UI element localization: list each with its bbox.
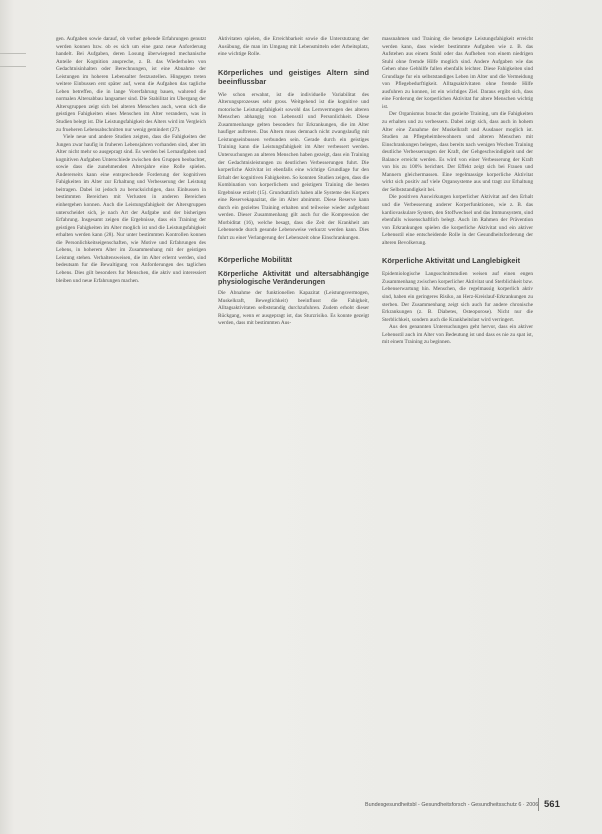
footer-divider xyxy=(538,798,539,811)
paragraph: gen. Aufgaben sowie darauf, ob vorher gehende Erfahrungen genutzt werden konnen bzw. ob es sich um eine ganz neue Anforderung handelt. Bei Aufgaben, deren Losung überwiegend mechanische Anteile der Kognition anspreche, z. B. das Wiederholen von Gedachtnisinhalten oder Berechnungen, ist eine Abnahme der Leistungen im hoheren Lebensalter festzustellen. Hingegen treten weitere Einbussen erst später auf, wenn die Aufgaben das tagliche Leben betreffen, die in lange Vorerfahrung bauen, wahrend die normalen Altersabbau langsamer sind. Die Stabilitat im Ubergang der Altersgruppen zeigt sich bei alteren Menschen auch, wenn sich die geistigen Fahigkeiten eines Menschen im Alter verandern, was in Studien belegt ist. Die Leistungsfahigkeit des Alters wird im Vergleich zu frueheren Lebensabschnitten nur wenig gemindert (27). xyxy=(56,36,206,133)
section-heading: Körperliche Mobilität xyxy=(218,254,292,264)
scan-edge-mark xyxy=(0,66,26,67)
paragraph: Viele neue und andere Studien zeigten, dass die Fahigkeiten der Jungen zwar haufig in fruheren Lebensjahren vorhanden sind, aber im Alter nicht mehr so ausgepragt sind. Es werden bei Lernaufgaben und kognitiven Aufgaben Unterschiede zwischen den Gruppen beobachtet, sowie dass die zunehmenden Altersjahre eine Rolle spielen. Andererseits kann eine entsprechende Forderung der kognitiven Fahigkeiten im Alter zur Erhaltung und Verbesserung der Leistung beitragen. Dabei ist jedoch zu berucksichtigen, dass Einbussen in bestimmten Bereichen mit Verlusten in anderen Bereichen einhergehen konnen. Auch die Leistungsfahigkeit der Altersgruppen unterscheidet sich, je nach Art der Aufgabe und der bisherigen Erfahrung. Insgesamt zeigen die Ergebnisse, dass ein Training der geistigen Fahigkeiten im Alter moglich ist und die Leistungsfahigkeit erhalten werden kann (28). Nur unter bestimmten Kontrollen konnen die Personlichkeitseigenschaften, wie Motive und Erfahrungen des Lebens, in hoherem Alter im Zusammenhang mit der geistigen Leistung stehen. Verhaltensweisen, die im Alter erlernt werden, sind bedeutsam fur die Bewaltigung von Anforderungen des taglichen Lebens. Dies gilt besonders fur Menschen, die aktiv und interessiert bleiben und neue Erfahrungen machen. xyxy=(56,134,206,284)
paragraph: Aktivitaten spielen, die Erreichbarkeit sowie die Unterstutzung der Ausübung, die man im Umgang mit Lebensmitteln oder Arbeitsplatz, eine wichtige Rolle. xyxy=(218,36,369,58)
scan-edge-mark xyxy=(0,53,26,54)
paragraph: massnahmen und Training die benotigte Leistungsfahigkeit erreicht werden kann, dass wieder bestimmte Aufgaben wie z. B. das Aufstehen aus einem Stuhl oder das Aufheben von einem niedrigen Stuhl ohne fremde Hilfe moglich sind. Andere Aufgaben wie das Gehen ohne Gehhilfe fallen ebenfalls leichter. Diese Fahigkeiten sind Grundlage fur ein selbststandiges Leben im Alter und die Vermeidung von Pflegebedurftigkeit. Alltagsaktivitaten ohne fremde Hilfe ausfuhren zu konnen, ist ein wichtiges Ziel. Daraus ergibt sich, dass eine Forderung der korperlichen Aktivitat fur altere Menschen wichtig ist. xyxy=(382,36,533,110)
paragraph: Wie schon erwahnt, ist die individuelle Variabilitat des Alterungsprozesses sehr gross. Weitgehend ist die kognitive und motorische Leistungsfahigkeit sowohl das Lernvermogen des alteren Menschen abhangig von Lebensstil und Personlichkeit. Diese Zusammenhange gelten besonders fur Erkrankungen, die im Alter haufiger auftreten. Das Altern muss demnach nicht zwangslaufig mit Leistungseinbussen verbunden sein. Gerade durch ein geistiges Training kann die Leistungsfahigkeit im Alter verbessert werden. Untersuchungen an alteren Menschen haben gezeigt, dass ein Training der Gedachtnisleistungen zu deutlichen Verbesserungen fuhrt. Die korperliche Aktivitat ist ebenfalls eine wichtige Grundlage fur den Erhalt der kognitiven Fahigkeiten. So konnten Studien zeigen, dass die Kombination von korperlichem und geistigem Training die besten Ergebnisse erzielt (15). Grundsatzlich haben alle Systeme des Korpers eine Reservekapazitat, die im Alter abnimmt. Diese Reserve kann durch ein gezieltes Training erhalten und teilweise wieder aufgebaut werden. Dieser Zusammenhang gilt auch fur die Kompression der Morbiditat (16), welche besagt, dass die Zeit der Krankheit am Lebensende durch gesunde Lebensweise verkurzt werden kann. Dies fuhrt zu einer Verlangerung der Lebenszeit ohne Einschrankungen. xyxy=(218,91,369,242)
paragraph: Epidemiologische Langsschnittstudien weisen auf einen engen Zusammenhang zwischen korperlicher Aktivitat und Sterblichkeit bzw. Lebenserwartung hin. Menschen, die regelmassig korperlich aktiv sind, haben ein geringeres Risiko, an Herz-Kreislauf-Erkrankungen zu sterben. Der Zusammenhang zeigt sich auch fur andere chronische Erkrankungen (z. B. Diabetes, Osteoporose). Nicht nur die Sterblichkeit, sondern auch die Krankheitslast wird verringert. xyxy=(382,271,533,323)
paragraph: Die positiven Auswirkungen korperlicher Aktivitat auf den Erhalt und die Verbesserung anderer Korperfunktionen, wie z. B. das kardiovaskulare System, den Stoffwechsel und das Immunsystem, sind ebenfalls wissenschaftlich belegt. Auch im Rahmen der Prävention von Erkrankungen spielen die korperliche Aktivitat und ein aktiver Lebensstil eine entscheidende Rolle in der Gesundheitsforderung der alteren Bevolkerung. xyxy=(382,194,533,246)
paragraph: Die Abnahme der funktionellen Kapazitat (Leistungsvermogen, Muskelkraft, Beweglichkeit) beeinflusst die Fahigkeit, Alltagsaktivitaten selbststandig durchzufuhren. Zudem erhoht dieser Rückgang, wenn er ausgepragt ist, das Sturzrisiko. Es konnte gezeigt werden, dass mit bestimmten Aus- xyxy=(218,290,369,327)
paragraph: Aus den genannten Untersuchungen geht hervor, dass ein aktiver Lebensstil auch im Alter von Bedeutung ist und dass es nie zu spat ist, mit einem Training zu beginnen. xyxy=(382,324,533,346)
sub-heading: Körperliche Aktivität und altersabhängige physiologische Veränderungen xyxy=(218,268,369,287)
text-column-left xyxy=(56,36,206,285)
paragraph: Der Organismus braucht das gezielte Training, um die Fahigkeiten zu erhalten und zu verbessern. Dabei zeigt sich, dass auch in hohem Alter eine Zunahme der Muskelkraft und Ausdauer moglich ist. Studien an Pflegeheimbewohnern und alteren Menschen mit Einschrankungen belegen, dass bereits nach wenigen Wochen Training deutliche Verbesserungen der Kraft, der Gehgeschwindigkeit und der Balance erreicht werden. Es wird von einer Verbesserung der Kraft von bis zu 100% berichtet. Der Effekt zeigt sich bei Frauen und Mannern gleichermassen. Eine regelmassige korperliche Aktivitat wirkt sich positiv auf viele Organsysteme aus und tragt zur Erhaltung der Selbststandigkeit bei. xyxy=(382,111,533,193)
text-column-right xyxy=(382,36,533,347)
section-heading: Körperliche Aktivität und Langlebigkeit xyxy=(382,256,521,266)
text-column-middle xyxy=(218,36,369,328)
page-footer xyxy=(365,798,565,812)
page-number: 561 xyxy=(544,799,560,810)
journal-citation: Bundesgesundheitsbl - Gesundheitsforsch - Gesundheitsschutz 6 · 2006 xyxy=(365,802,539,808)
section-heading: Körperliches und geistiges Altern sind beeinflussbar xyxy=(218,67,369,86)
